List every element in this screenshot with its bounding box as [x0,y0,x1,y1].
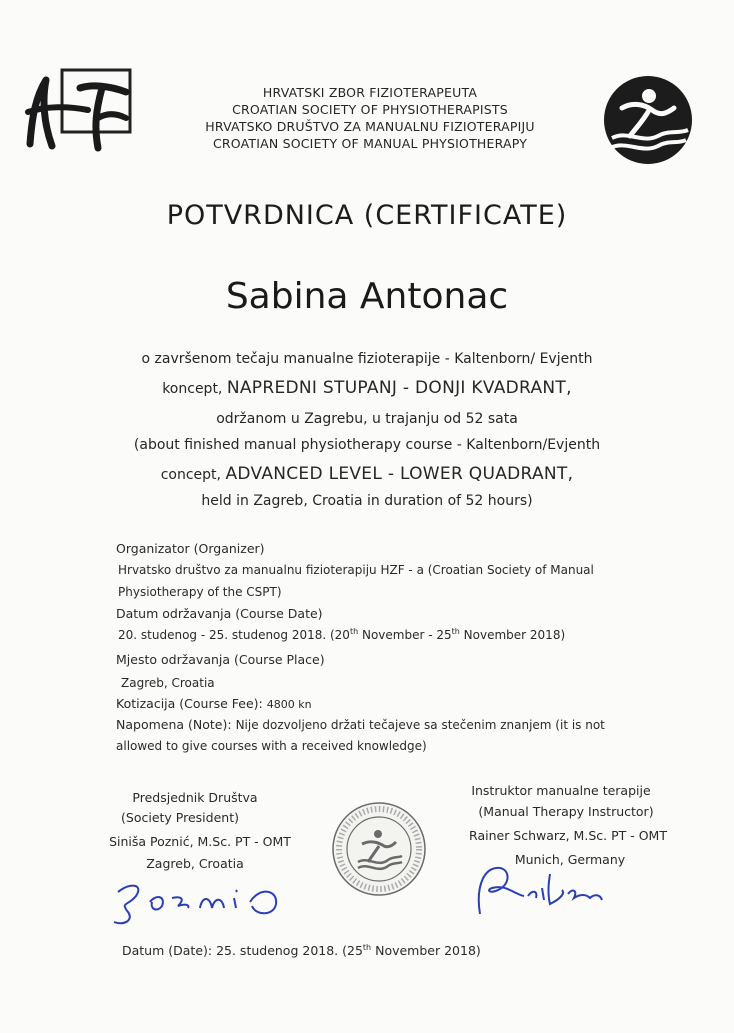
header-line: HRVATSKI ZBOR FIZIOTERAPEUTA [262,85,478,100]
note-value: Nije dozvoljeno držati tečajeve sa stečenim znanjem (it is not [235,718,605,732]
course-level-en: ADVANCED LEVEL - LOWER QUADRANT, [225,464,574,484]
course-level-hr: NAPREDNI STUPANJ - DONJI KVADRANT, [226,378,572,398]
course-place-value: Zagreb, Croatia [121,676,215,690]
body-text: koncept, [162,381,223,397]
course-fee-label: Kotizacija (Course Fee): [116,696,263,711]
course-fee-value: 4800 kn [266,698,312,711]
instructor-city: Munich, Germany [514,852,626,867]
course-fee-row [116,696,312,711]
instructor-role: Instruktor manualne terapije [471,783,651,798]
organizer-value: Hrvatsko društvo za manualnu fizioterapiju HZF - a (Croatian Society of Manual [118,563,594,577]
certificate-title: POTVRDNICA (CERTIFICATE) [166,200,568,231]
body-line: o završenom tečaju manualne fizioterapije - Kaltenborn/ Evjenth [141,351,593,367]
hzf-logo-icon [22,66,134,152]
body-text: concept, [160,467,221,483]
president-signature [100,872,300,932]
body-line [0,378,734,398]
course-date-label: Datum održavanja (Course Date) [116,606,323,621]
note-label: Napomena (Note): [116,717,232,732]
course-place-label: Mjesto održavanja (Course Place) [116,652,325,667]
president-city: Zagreb, Croatia [146,856,244,871]
hzf-society-emblem-icon [602,74,694,166]
organizer-label: Organizator (Organizer) [116,541,265,556]
president-name: Siniša Poznić, M.Sc. PT - OMT [109,834,291,849]
note-row [116,717,605,732]
note-value: allowed to give courses with a received knowledge) [116,739,427,753]
body-line: održanom u Zagrebu, u trajanju od 52 sata [216,411,518,427]
body-line [0,464,734,484]
recipient-name: Sabina Antonac [225,276,509,317]
instructor-signature [462,860,612,926]
course-date-value: 20. studenog - 25. studenog 2018. (20th November - 25th November 2018) [118,627,566,642]
header-line: CROATIAN SOCIETY OF PHYSIOTHERAPISTS [232,102,508,117]
body-line: held in Zagreb, Croatia in duration of 52 hours) [201,493,533,509]
issue-date: Datum (Date): 25. studenog 2018. (25th November 2018) [122,943,481,959]
president-role: Predsjednik Društva [132,790,258,805]
header-line: HRVATSKO DRUŠTVO ZA MANUALNU FIZIOTERAPIJU [205,119,535,134]
president-role-en: (Society President) [121,810,239,825]
instructor-role-en: (Manual Therapy Instructor) [478,804,654,819]
organizer-value: Physiotherapy of the CSPT) [118,585,282,599]
header-line: CROATIAN SOCIETY OF MANUAL PHYSIOTHERAPY [212,136,528,151]
body-line: (about finished manual physiotherapy course - Kaltenborn/Evjenth [133,437,601,453]
instructor-name: Rainer Schwarz, M.Sc. PT - OMT [469,828,667,843]
society-seal-icon [330,800,428,898]
